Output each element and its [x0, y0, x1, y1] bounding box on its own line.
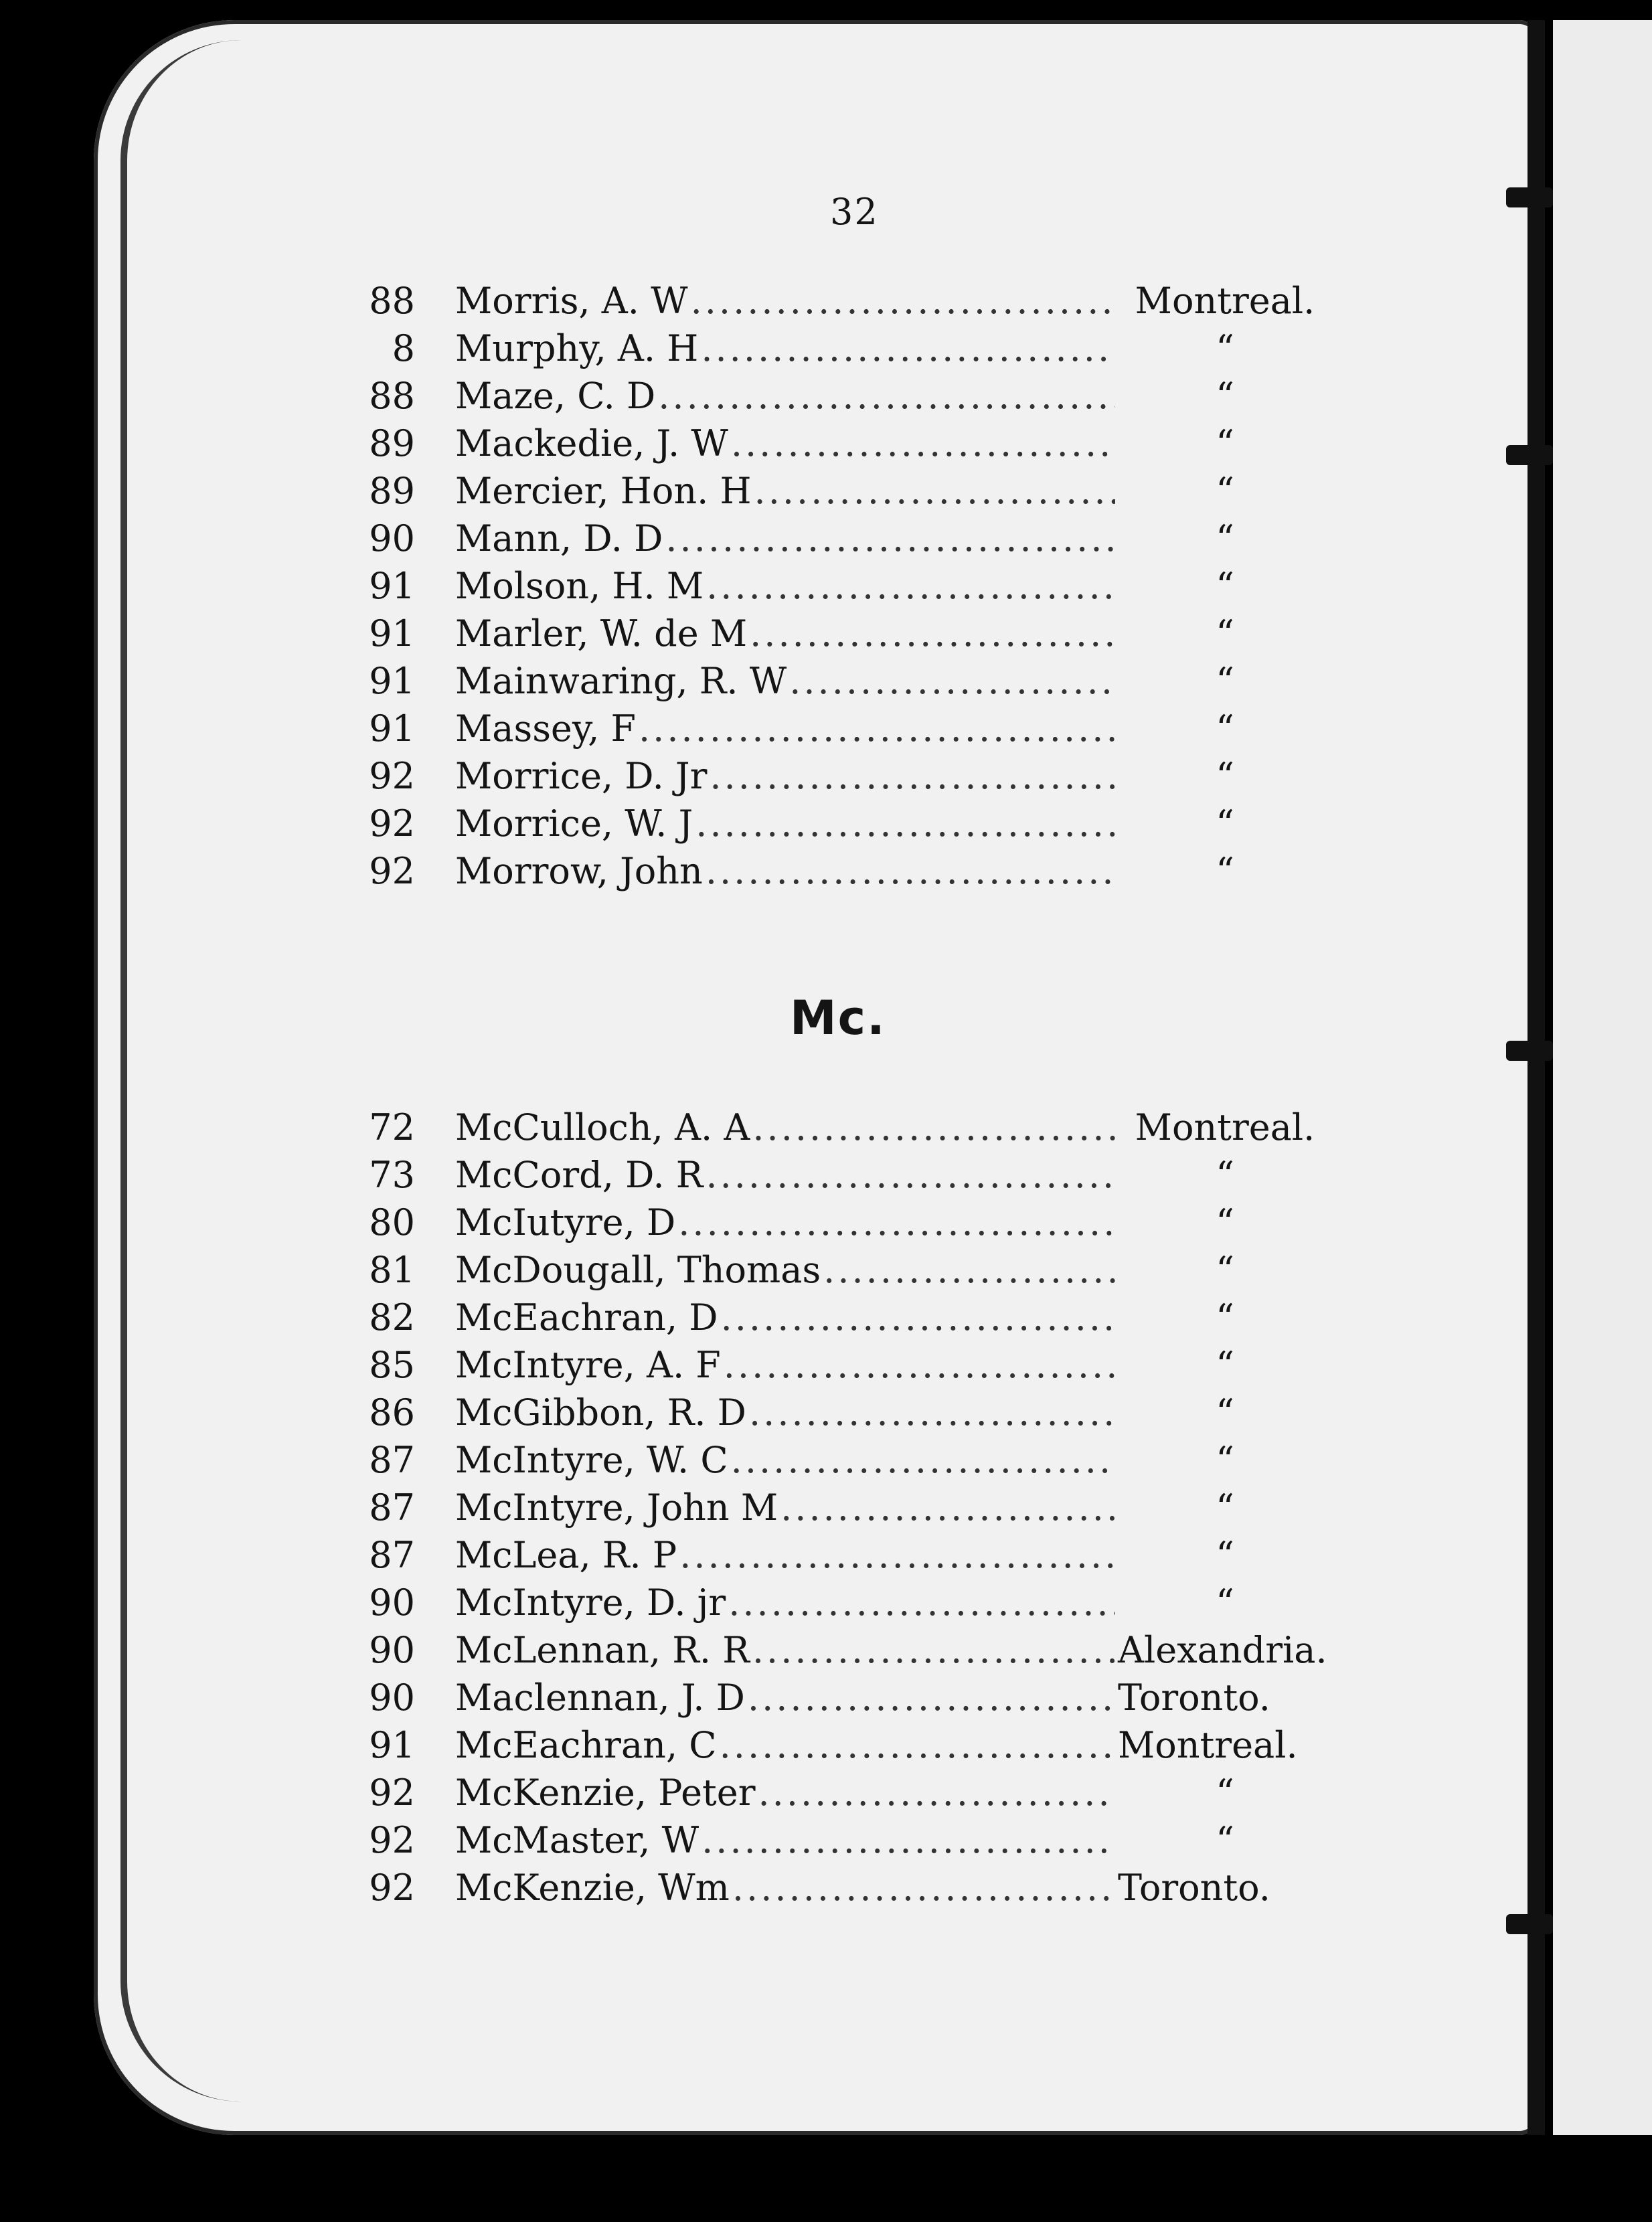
entry-number: 72 — [369, 1106, 415, 1148]
entry-place: Toronto. — [1118, 1867, 1270, 1909]
entry-name: Mackedie, J. W — [455, 422, 728, 464]
entry-name: Marler, W. de M — [455, 612, 748, 655]
entry-number: 87 — [369, 1486, 415, 1529]
entry-name: Murphy, A. H — [455, 327, 699, 369]
entry-name: McLennan, R. R — [455, 1629, 750, 1671]
entry-place: “ — [1216, 375, 1234, 417]
entry-number: 89 — [369, 470, 415, 512]
entry-number: 92 — [369, 755, 415, 797]
entry-name: McCord, D. R — [455, 1154, 704, 1196]
list-item — [355, 470, 1332, 517]
entry-name: Molson, H. M — [455, 565, 704, 607]
dot-leader — [665, 517, 1115, 560]
entry-number: 90 — [369, 1677, 415, 1719]
entry-place: “ — [1216, 1249, 1234, 1291]
entry-number: 90 — [369, 1582, 415, 1624]
list-item — [355, 850, 1332, 898]
entry-place: “ — [1216, 1772, 1234, 1814]
dot-leader — [691, 280, 1115, 322]
entry-place: “ — [1216, 1154, 1234, 1196]
entry-name: McGibbon, R. D — [455, 1391, 746, 1434]
dot-leader — [639, 707, 1115, 750]
entry-number: 81 — [369, 1249, 415, 1291]
entry-name: McMaster, W — [455, 1819, 699, 1861]
entry-place: “ — [1216, 1486, 1234, 1529]
entry-place: “ — [1216, 1296, 1234, 1339]
dot-leader — [701, 1819, 1115, 1861]
list-item — [355, 1819, 1332, 1867]
dot-leader — [695, 802, 1115, 845]
list-item — [355, 1629, 1332, 1677]
entry-name: Morrice, D. Jr — [455, 755, 708, 797]
entry-name: Massey, F — [455, 707, 636, 750]
list-item — [355, 517, 1332, 565]
entry-place: “ — [1216, 612, 1234, 655]
entry-place: “ — [1216, 327, 1234, 369]
dot-leader — [749, 1391, 1115, 1434]
list-item — [355, 1534, 1332, 1582]
dot-leader — [752, 1106, 1115, 1148]
dot-leader — [754, 470, 1115, 512]
entry-number: 91 — [369, 707, 415, 750]
entry-place: Alexandria. — [1118, 1629, 1327, 1671]
entry-place: “ — [1216, 755, 1234, 797]
entry-place: “ — [1216, 1439, 1234, 1481]
entry-place: “ — [1216, 1819, 1234, 1861]
entry-name: McKenzie, Wm — [455, 1867, 730, 1909]
page-number: 32 — [830, 191, 879, 233]
dot-leader — [701, 327, 1115, 369]
list-item — [355, 1677, 1332, 1724]
dot-leader — [710, 755, 1115, 797]
entry-place: “ — [1216, 517, 1234, 560]
list-item — [355, 1724, 1332, 1772]
dot-leader — [724, 1344, 1115, 1386]
entry-number: 90 — [369, 517, 415, 560]
entry-number: 82 — [369, 1296, 415, 1339]
entry-number: 91 — [369, 565, 415, 607]
entry-number: 86 — [369, 1391, 415, 1434]
list-item — [355, 327, 1332, 375]
entry-number: 85 — [369, 1344, 415, 1386]
entry-number: 88 — [369, 280, 415, 322]
entry-name: Morris, A. W — [455, 280, 688, 322]
entry-number: 91 — [369, 612, 415, 655]
dot-leader — [706, 1154, 1115, 1196]
dot-leader — [780, 1486, 1115, 1529]
adjacent-page — [1553, 20, 1652, 2135]
list-item — [355, 755, 1332, 802]
dot-leader — [706, 850, 1115, 892]
dot-leader — [752, 1629, 1115, 1671]
entry-name: McEachran, C — [455, 1724, 717, 1766]
entry-name: Maze, C. D — [455, 375, 656, 417]
entry-place: “ — [1216, 422, 1234, 464]
list-item — [355, 1772, 1332, 1819]
entry-place: Toronto. — [1118, 1677, 1270, 1719]
list-item — [355, 1296, 1332, 1344]
entry-name: McIntyre, W. C — [455, 1439, 728, 1481]
entry-number: 90 — [369, 1629, 415, 1671]
dot-leader — [748, 1677, 1115, 1719]
entry-name: McCulloch, A. A — [455, 1106, 750, 1148]
list-item — [355, 1106, 1332, 1154]
entry-number: 88 — [369, 375, 415, 417]
dot-leader — [728, 1582, 1115, 1624]
entry-place: “ — [1216, 1344, 1234, 1386]
entry-name: Mainwaring, R. W — [455, 660, 787, 702]
entry-place: “ — [1216, 707, 1234, 750]
dot-leader — [758, 1772, 1115, 1814]
entry-place: “ — [1216, 470, 1234, 512]
dot-leader — [731, 1439, 1115, 1481]
entry-place: Montreal. — [1118, 1724, 1298, 1766]
entry-name: Morrice, W. J — [455, 802, 693, 845]
entry-number: 8 — [392, 327, 415, 369]
entry-name: Morrow, John — [455, 850, 703, 892]
dot-leader — [720, 1724, 1115, 1766]
list-item — [355, 802, 1332, 850]
list-item — [355, 1344, 1332, 1391]
entry-number: 87 — [369, 1534, 415, 1576]
entry-name: McIutyre, D — [455, 1201, 676, 1244]
entry-name: McEachran, D — [455, 1296, 718, 1339]
dot-leader — [732, 1867, 1115, 1909]
list-item — [355, 375, 1332, 422]
list-item — [355, 1867, 1332, 1914]
binding-stitch-mark — [1506, 1041, 1553, 1061]
section-heading-mc: Mc. — [790, 991, 886, 1045]
entry-place: “ — [1216, 1534, 1234, 1576]
entry-number: 80 — [369, 1201, 415, 1244]
dot-leader — [823, 1249, 1115, 1291]
list-item — [355, 422, 1332, 470]
list-item — [355, 1249, 1332, 1296]
list-item — [355, 707, 1332, 755]
list-item — [355, 1201, 1332, 1249]
dot-leader — [789, 660, 1115, 702]
entry-place: “ — [1216, 660, 1234, 702]
list-item — [355, 1582, 1332, 1629]
binding-stitch-mark — [1506, 187, 1553, 207]
entry-number: 92 — [369, 1772, 415, 1814]
entry-name: McIntyre, John M — [455, 1486, 778, 1529]
entry-place: “ — [1216, 1582, 1234, 1624]
entry-number: 92 — [369, 1819, 415, 1861]
entry-name: Maclennan, J. D — [455, 1677, 745, 1719]
entry-number: 89 — [369, 422, 415, 464]
book-spine — [1527, 20, 1545, 2135]
list-item — [355, 1439, 1332, 1486]
entry-place: Montreal. — [1135, 1106, 1315, 1148]
entry-number: 92 — [369, 1867, 415, 1909]
list-item — [355, 660, 1332, 707]
entry-number: 87 — [369, 1439, 415, 1481]
list-item — [355, 612, 1332, 660]
entry-place: “ — [1216, 1201, 1234, 1244]
dot-leader — [679, 1534, 1115, 1576]
entry-list-mc — [355, 1106, 1332, 1914]
entry-place: “ — [1216, 850, 1234, 892]
list-item — [355, 280, 1332, 327]
list-item — [355, 1154, 1332, 1201]
entry-number: 91 — [369, 660, 415, 702]
entry-list-m — [355, 280, 1332, 898]
list-item — [355, 1486, 1332, 1534]
dot-leader — [731, 422, 1115, 464]
binding-stitch-mark — [1506, 445, 1553, 465]
dot-leader — [721, 1296, 1115, 1339]
entry-place: “ — [1216, 565, 1234, 607]
dot-leader — [706, 565, 1115, 607]
list-item — [355, 1391, 1332, 1439]
entry-name: McKenzie, Peter — [455, 1772, 756, 1814]
entry-number: 92 — [369, 802, 415, 845]
list-item — [355, 565, 1332, 612]
entry-name: McLea, R. P — [455, 1534, 677, 1576]
entry-number: 73 — [369, 1154, 415, 1196]
dot-leader — [750, 612, 1115, 655]
entry-number: 92 — [369, 850, 415, 892]
entry-number: 91 — [369, 1724, 415, 1766]
entry-name: McIntyre, A. F — [455, 1344, 721, 1386]
binding-stitch-mark — [1506, 1914, 1553, 1934]
entry-name: Mann, D. D — [455, 517, 663, 560]
entry-name: Mercier, Hon. H — [455, 470, 752, 512]
dot-leader — [658, 375, 1115, 417]
dot-leader — [678, 1201, 1115, 1244]
entry-place: Montreal. — [1135, 280, 1315, 322]
entry-name: McIntyre, D. jr — [455, 1582, 726, 1624]
entry-name: McDougall, Thomas — [455, 1249, 821, 1291]
entry-place: “ — [1216, 1391, 1234, 1434]
entry-place: “ — [1216, 802, 1234, 845]
